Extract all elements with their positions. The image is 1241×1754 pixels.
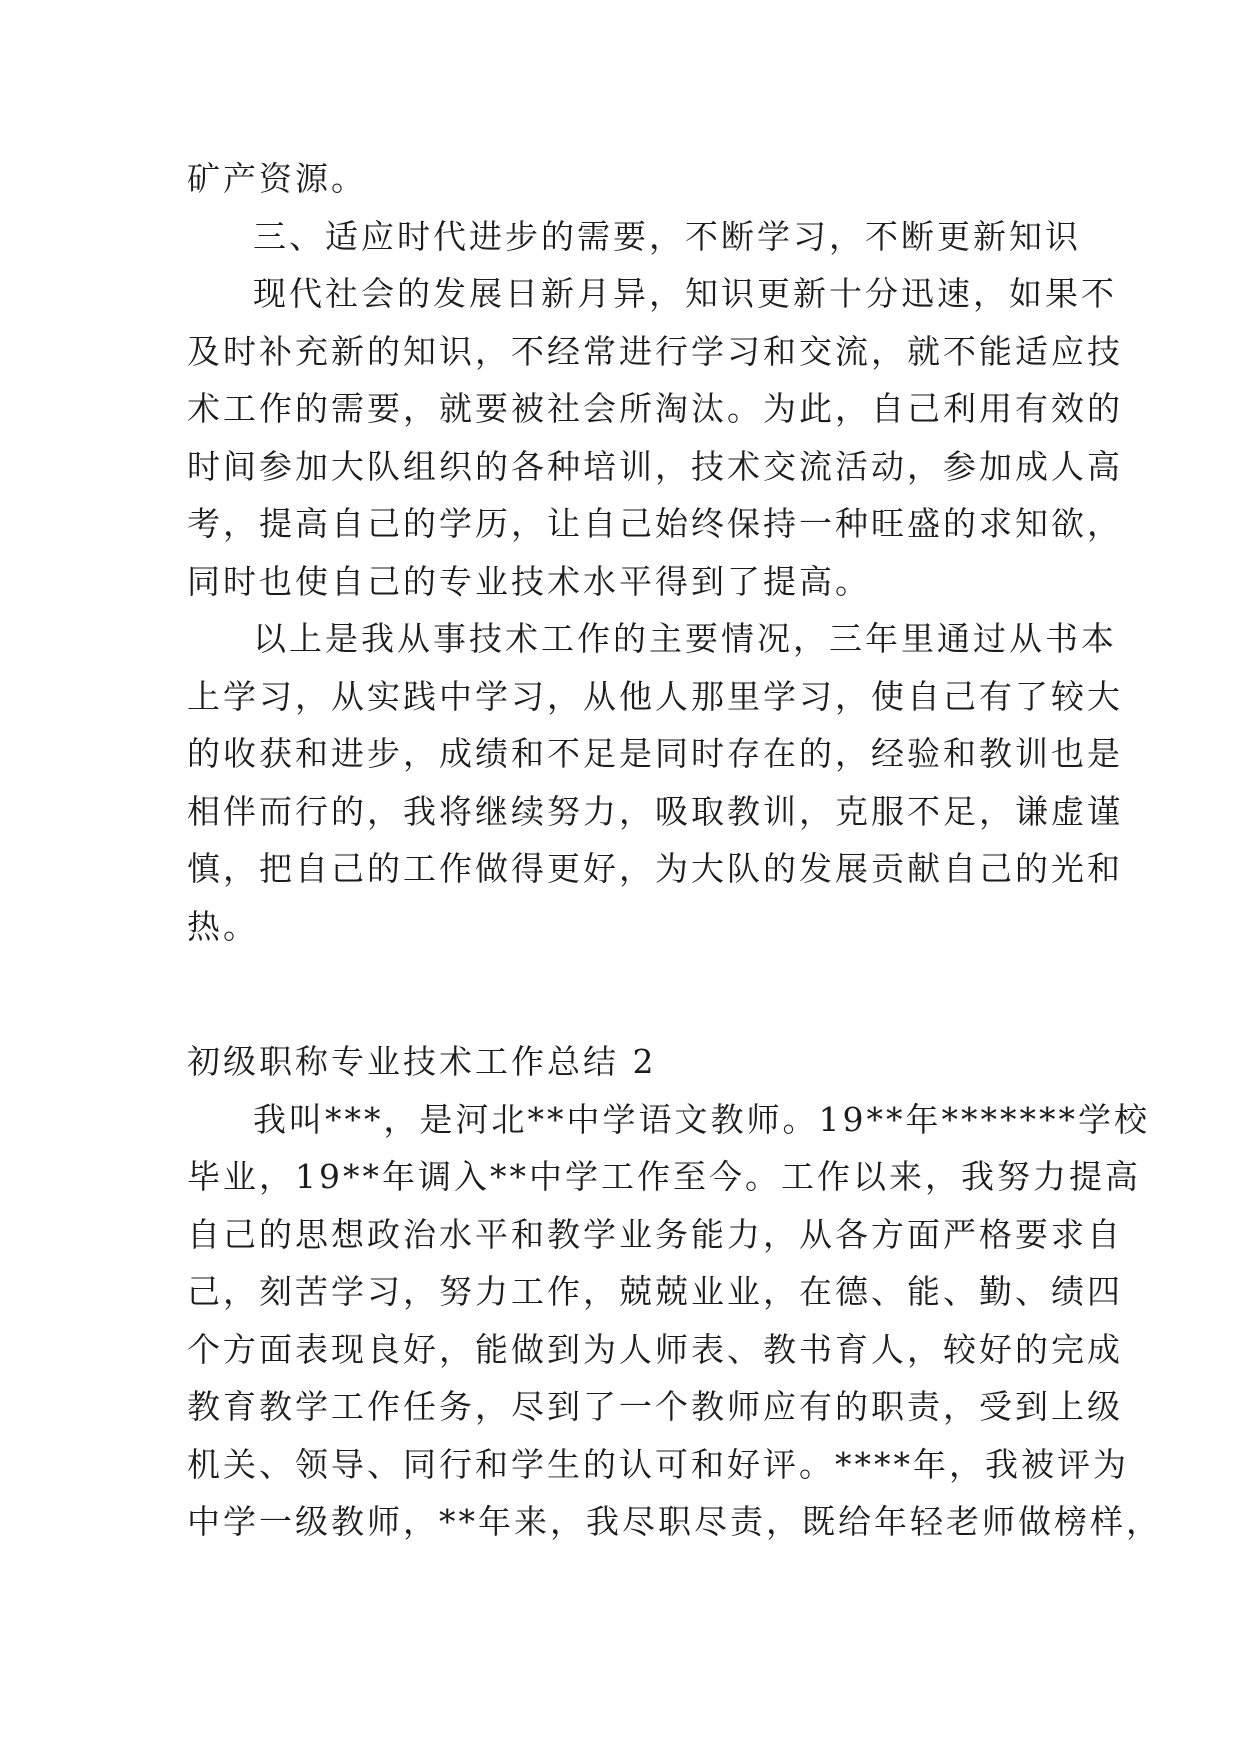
paragraph-line: 时间参加大队组织的各种培训，技术交流活动，参加成人高	[187, 446, 1123, 486]
document-body	[187, 150, 1162, 1551]
paragraph-line: 教育教学工作任务，尽到了一个教师应有的职责，受到上级	[187, 1387, 1123, 1426]
paragraph-line: 考，提高自己的学历，让自己始终保持一种旺盛的求知欲，	[187, 504, 1123, 543]
paragraph-line: 上学习，从实践中学习，从他人那里学习，使自己有了较大	[187, 676, 1123, 716]
paragraph-line: 以上是我从事技术工作的主要情况，三年里通过从书本	[253, 619, 1117, 658]
paragraph-line: 及时补充新的知识，不经常进行学习和交流，就不能适应技	[187, 331, 1123, 371]
paragraph-line: 术工作的需要，就要被社会所淘汰。为此，自己利用有效的	[187, 389, 1123, 428]
section-spacer	[187, 955, 1067, 1033]
paragraph-line: 自己的思想政治水平和教学业务能力，从各方面严格要求自	[187, 1214, 1123, 1254]
paragraph-line: 热。	[187, 906, 259, 946]
paragraph-line: 相伴而行的，我将继续努力，吸取教训，克服不足，谦虚谨	[187, 791, 1123, 831]
section-title: 初级职称专业技术工作总结 2	[187, 1042, 657, 1081]
paragraph-line: 己，刻苦学习，努力工作，兢兢业业，在德、能、勤、绩四	[187, 1272, 1123, 1311]
paragraph-line: 同时也使自己的专业技术水平得到了提高。	[187, 561, 871, 601]
paragraph-line: 中学一级教师，**年来，我尽职尽责，既给年轻老师做榜样，	[187, 1502, 1162, 1541]
paragraph-line: 慎，把自己的工作做得更好，为大队的发展贡献自己的光和	[187, 849, 1123, 888]
section-heading-3: 三、适应时代进步的需要，不断学习，不断更新知识	[253, 216, 1081, 256]
paragraph-line: 现代社会的发展日新月异，知识更新十分迅速，如果不	[253, 274, 1117, 313]
paragraph-line: 毕业，19**年调入**中学工作至今。工作以来，我努力提高	[187, 1157, 1141, 1196]
paragraph-line: 我叫***，是河北**中学语文教师。19**年*******学校	[253, 1099, 1150, 1139]
paragraph-line: 矿产资源。	[187, 159, 367, 198]
paragraph-line: 个方面表现良好，能做到为人师表、教书育人，较好的完成	[187, 1329, 1123, 1369]
paragraph-line: 机关、领导、同行和学生的认可和好评。****年，我被评为	[187, 1444, 1129, 1484]
paragraph-line: 的收获和进步，成绩和不足是同时存在的，经验和教训也是	[187, 734, 1123, 773]
